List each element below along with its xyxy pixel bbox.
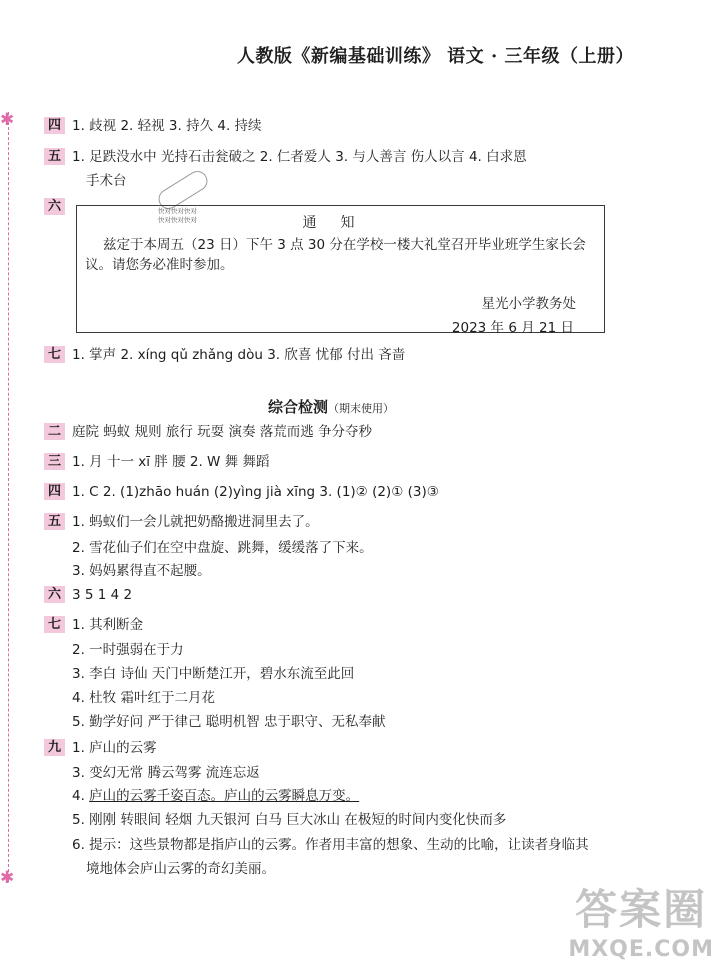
section-badge: 六 (44, 198, 65, 215)
section-badge: 五 (44, 148, 65, 165)
exam-subtitle: （期末使用） (328, 402, 395, 415)
answer-line: 2. 雪花仙子们在空中盘旋、跳舞，缓缓落了下来。 (72, 540, 373, 556)
section-badge: 七 (44, 346, 65, 363)
tiny-note: 快对快对快对 (158, 216, 197, 224)
notice-box (76, 205, 605, 336)
answer-line: 1. 其利断金 (72, 617, 144, 633)
answer-line: 2. 一时强弱在于力 (72, 642, 184, 658)
exam-title (268, 396, 394, 417)
star-icon: ✱ (0, 110, 15, 130)
section-badge: 三 (44, 453, 65, 470)
tiny-note: 快对快对快对 (158, 207, 197, 215)
answer-line (72, 787, 359, 805)
answer-line: 5. 刚刚 转眼间 轻烟 九天银河 白马 巨大冰山 在极短的时间内变化快而多 (72, 812, 507, 828)
answer-line: 1. 月 十一 xī 胖 腰 2. W 舞 舞蹈 (72, 454, 270, 470)
answer-line: 手术台 (86, 173, 127, 189)
star-icon: ✱ (0, 868, 15, 888)
answer-line: 1. 足跌没水中 光持石击瓮破之 2. 仁者爱人 3. 与人善言 伤人以言 4. 白求恩 (72, 149, 527, 165)
watermark-url: MXQE.COM (568, 937, 714, 962)
page-header: 人教版《新编基础训练》 语文 · 三年级（上册） (236, 46, 634, 67)
underlined-answer: 庐山的云雾千姿百态。庐山的云雾瞬息万变。 (89, 788, 360, 804)
section-badge: 六 (44, 586, 65, 603)
answer-line: 1. 掌声 2. xíng qǔ zhǎng dòu 3. 欣喜 忧郁 付出 吝啬 (72, 347, 406, 363)
answer-line: 境地体会庐山云雾的奇幻美丽。 (86, 861, 275, 877)
notice-body: 兹定于本周五（23 日）下午 3 点 30 分在学校一楼大礼堂召开毕业班学生家长会议。请您务必准时参加。 (85, 237, 586, 273)
section-badge: 五 (44, 513, 65, 530)
site-watermark (568, 877, 714, 962)
answer-line: 3 5 1 4 2 (72, 587, 133, 603)
section-badge: 七 (44, 616, 65, 633)
watermark-logo-text: 答案圈 (575, 885, 708, 934)
answer-line: 6. 提示：这些景物都是指庐山的云雾。作者用丰富的想象、生动的比喻，让读者身临其 (72, 837, 589, 853)
answer-line: 5. 勤学好问 严于律己 聪明机智 忠于职守、无私奉献 (72, 714, 386, 730)
binding-line (8, 112, 9, 882)
answer-line: 3. 李白 诗仙 天门中断楚江开，碧水东流至此回 (72, 666, 355, 682)
answer-line: 1. 庐山的云雾 (72, 740, 157, 756)
notice-title: 通知 (302, 215, 379, 231)
answer-line: 3. 妈妈累得直不起腰。 (72, 563, 211, 579)
section-badge: 四 (44, 483, 65, 500)
section-badge: 四 (44, 117, 65, 134)
notice-signature: 星光小学教务处 (481, 296, 576, 312)
answer-line: 1. 蚂蚁们一会儿就把奶酪搬进洞里去了。 (72, 514, 319, 530)
answer-line: 1. C 2. (1)zhāo huán (2)yìng jià xīng 3. (1)② (2)① (3)③ (72, 484, 439, 500)
notice-date: 2023 年 6 月 21 日 (451, 320, 574, 336)
section-badge: 二 (44, 423, 65, 440)
answer-line: 3. 变幻无常 腾云驾雾 流连忘返 (72, 765, 260, 781)
answer-number: 4. (72, 788, 90, 804)
section-badge: 九 (44, 739, 65, 756)
answer-line: 4. 杜牧 霜叶红于二月花 (72, 690, 215, 706)
answer-line: 1. 歧视 2. 轻视 3. 持久 4. 持续 (72, 118, 262, 134)
exam-title-text: 综合检测 (268, 398, 329, 416)
answer-line: 庭院 蚂蚁 规则 旅行 玩耍 演奏 落荒而逃 争分夺秒 (72, 424, 373, 440)
